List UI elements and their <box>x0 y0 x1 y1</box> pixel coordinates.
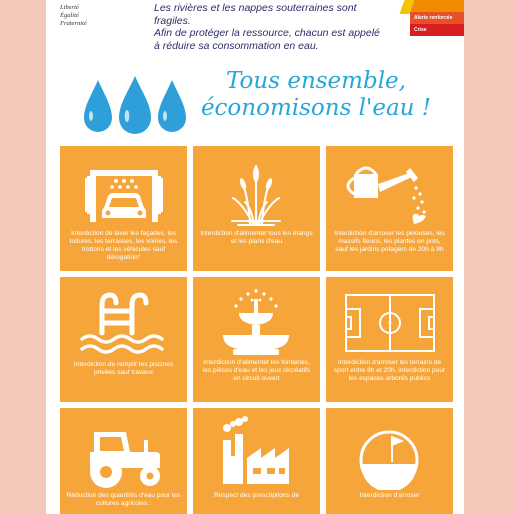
alert-level-1-band <box>410 0 464 12</box>
tile-golf-text: Interdiction d'arroser <box>359 492 420 499</box>
intro-line-2: Afin de protéger la ressource, chacun est appelé <box>154 27 380 39</box>
tile-pool <box>60 277 187 402</box>
intro-line-1: Les rivières et les nappes souterraines sont fragiles. <box>154 2 357 27</box>
tile-car-wash <box>60 146 187 271</box>
car-wash-icon <box>60 154 187 228</box>
tile-pool-text: Interdiction de remplir les piscines privées sauf travaux <box>73 361 174 376</box>
alert-level-3-band: Crise <box>410 24 464 36</box>
factory-icon <box>193 416 320 490</box>
tile-agriculture-text: Réduction des quantités d'eau pour les cultures agricoles : <box>66 492 181 507</box>
sports-field-icon <box>326 285 453 359</box>
slogan-line-1: Tous ensemble, <box>226 68 406 94</box>
tractor-icon <box>60 416 187 490</box>
tile-fountain <box>193 277 320 402</box>
water-drops-icon <box>80 76 190 138</box>
tile-car-wash-text: Interdiction de laver les façades, les toitures, les terrasses, les voiries, les trottoirs et les véhicules sauf dérogation* <box>69 230 178 261</box>
alert-level-ribbon <box>402 0 464 40</box>
pool-ladder-icon <box>60 285 187 359</box>
pond-reeds-icon <box>193 154 320 228</box>
republic-motto <box>60 4 150 28</box>
alert-level-2-band: Alerte renforcée <box>410 12 464 24</box>
tile-pond-text: Interdiction d'alimenter tous les étangs et les plans d'eau <box>200 230 313 245</box>
fountain-icon <box>193 285 320 359</box>
motto-fraternite: Fraternité <box>60 20 87 27</box>
motto-liberte: Liberté <box>60 4 79 11</box>
tile-watering <box>326 146 453 271</box>
watering-can-icon <box>326 154 453 228</box>
tile-agriculture <box>60 408 187 514</box>
motto-egalite: Égalité <box>60 12 79 19</box>
restrictions-grid <box>60 146 452 514</box>
tile-pond <box>193 146 320 271</box>
tile-sports-text: Interdiction d'arroser les terrains de sport entre 8h et 20h, interdiction pour les espaces arborés publics <box>333 359 446 382</box>
golf-green-icon <box>326 416 453 490</box>
tile-industry <box>193 408 320 514</box>
tile-fountain-text: Interdiction d'alimenter les fontaines, les pièces d'eau et les jeux récréatifs en circuit ouvert <box>202 359 311 382</box>
tile-sports <box>326 277 453 402</box>
intro-text <box>154 2 394 52</box>
tile-golf <box>326 408 453 514</box>
slogan <box>196 68 436 122</box>
intro-line-3: à réduire sa consommation en eau. <box>154 39 319 52</box>
tile-industry-text: Respect des prescriptions de <box>213 492 300 499</box>
poster <box>46 0 464 514</box>
slogan-line-2: économisons l'eau ! <box>200 95 432 121</box>
tile-watering-text: Interdiction d'arroser les pelouses, les massifs fleuris, les plantes en pots, sauf les jardins potagers de 20h à 8h <box>334 230 445 253</box>
